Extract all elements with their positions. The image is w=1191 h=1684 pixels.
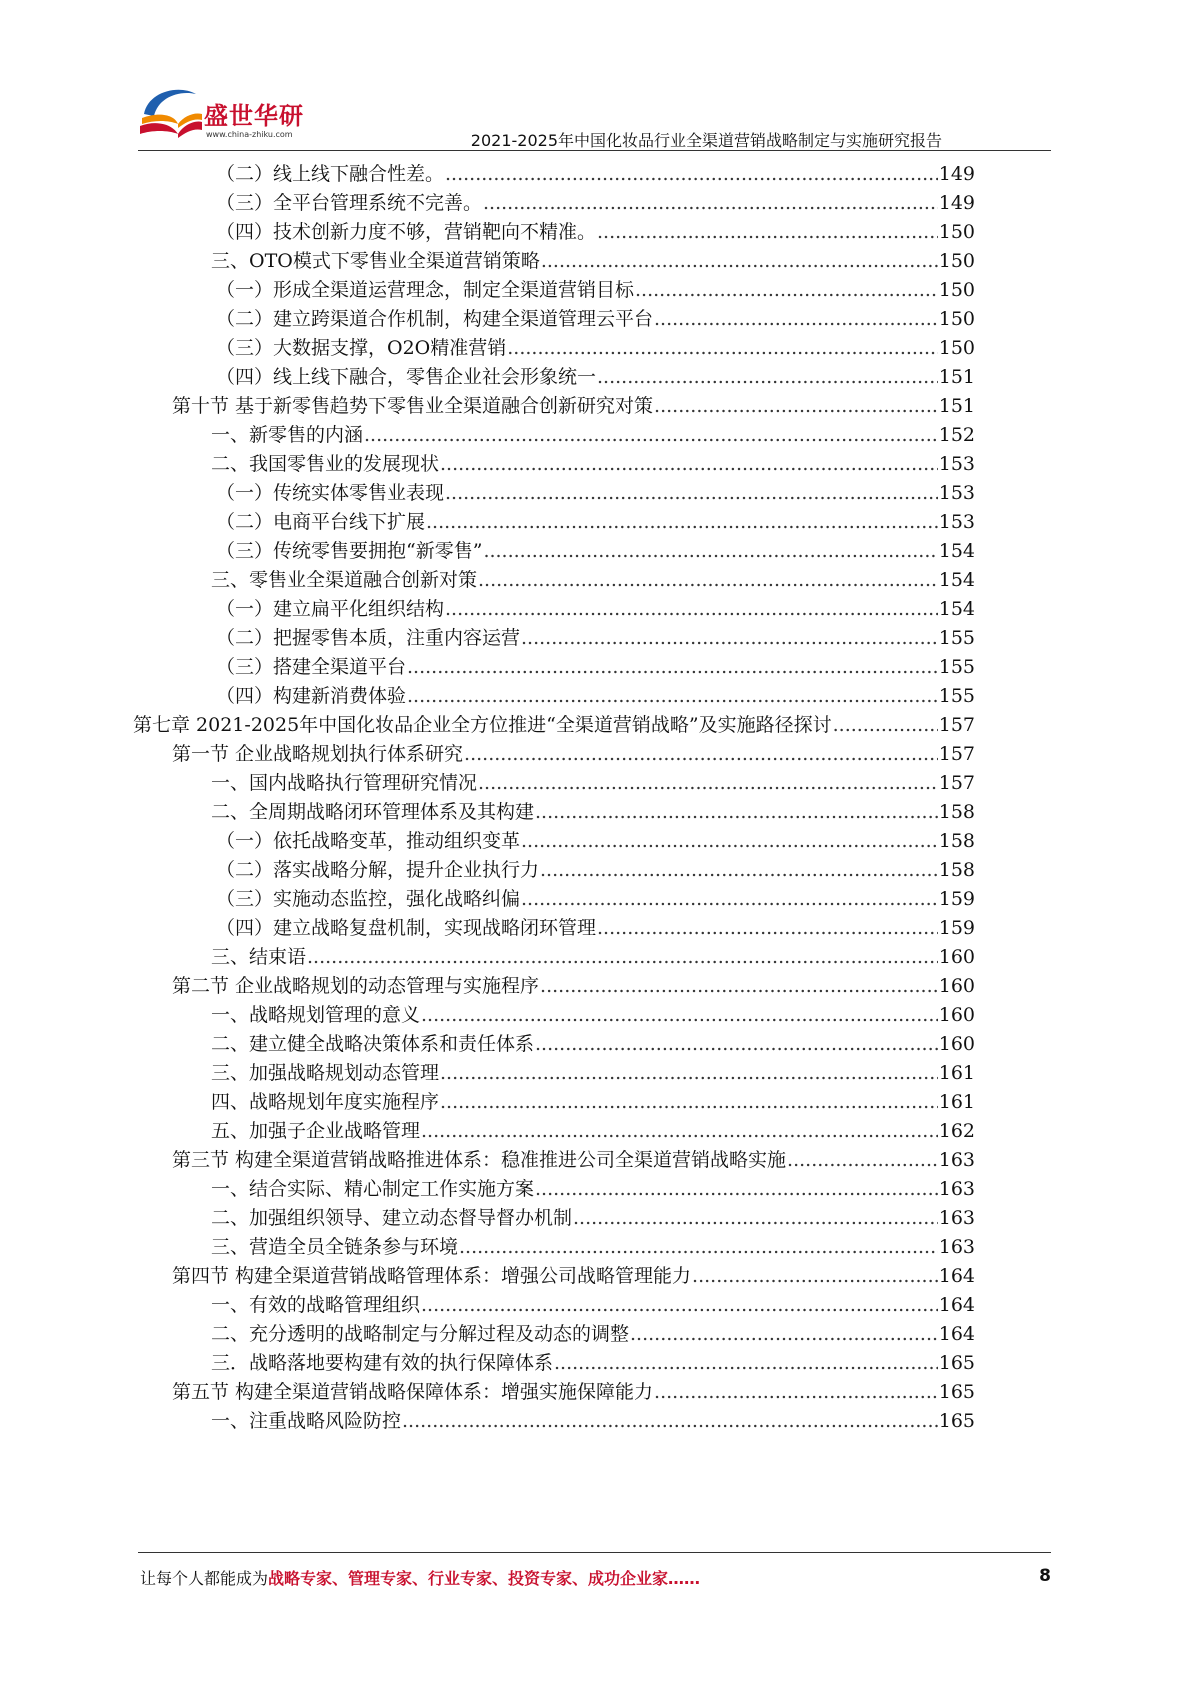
toc-leader-dots [535,1175,938,1203]
toc-leader-dots [597,218,938,246]
toc-entry[interactable] [216,885,975,913]
toc-leader-dots [445,479,938,507]
toc-entry-page: 164 [938,1294,975,1316]
toc-entry-label: （二）电商平台线下扩展 [216,511,426,533]
toc-entry-page: 155 [938,627,975,649]
toc-entry-label: （三）实施动态监控，强化战略纠偏 [216,888,521,910]
toc-entry-label: 一、注重战略风险防控 [211,1410,402,1432]
toc-entry-label: （四）建立战略复盘机制，实现战略闭环管理 [216,917,597,939]
toc-entry-page: 163 [938,1149,975,1171]
report-title: 2021-2025年中国化妆品行业全渠道营销战略制定与实施研究报告 [470,131,942,150]
toc-entry-label: 三、营造全员全链条参与环境 [211,1236,459,1258]
toc-entry-page: 160 [938,975,975,997]
toc-entry-page: 154 [938,598,975,620]
toc-entry[interactable] [211,943,975,971]
toc-leader-dots [426,508,938,536]
toc-entry[interactable] [211,1407,975,1435]
footer-slogan-emphasis: 战略专家、管理专家、行业专家、投资专家、成功企业家…… [268,1569,701,1588]
toc-entry-page: 153 [938,511,975,533]
toc-entry[interactable] [172,1262,975,1290]
toc-entry[interactable] [216,363,975,391]
toc-leader-dots [573,1204,938,1232]
toc-entry-page: 153 [938,453,975,475]
toc-leader-dots [440,1059,938,1087]
toc-entry-label: 一、有效的战略管理组织 [211,1294,421,1316]
toc-entry-label: （三）搭建全渠道平台 [216,656,407,678]
toc-entry-page: 163 [938,1236,975,1258]
toc-leader-dots [654,392,938,420]
toc-entry[interactable] [211,1001,975,1029]
toc-entry-page: 158 [938,859,975,881]
toc-entry-label: 一、结合实际、精心制定工作实施方案 [211,1178,535,1200]
toc-entry-page: 160 [938,1004,975,1026]
toc-leader-dots [459,1233,938,1261]
toc-leader-dots [478,566,938,594]
toc-leader-dots [597,914,938,942]
toc-leader-dots [507,334,937,362]
toc-entry-label: 五、加强子企业战略管理 [211,1120,421,1142]
logo-text: 盛世华研 [204,102,304,130]
toc-leader-dots [421,1117,938,1145]
toc-leader-dots [535,798,938,826]
toc-entry-page: 150 [938,250,975,272]
toc-entry-label: （一）形成全渠道运营理念，制定全渠道营销目标 [216,279,635,301]
toc-entry-label: 第三节 构建全渠道营销战略推进体系：稳准推进公司全渠道营销战略实施 [172,1149,787,1171]
toc-entry[interactable] [211,1059,975,1087]
toc-entry-label: 第五节 构建全渠道营销战略保障体系：增强实施保障能力 [172,1381,654,1403]
toc-entry-page: 153 [938,482,975,504]
toc-entry[interactable] [211,1291,975,1319]
toc-entry[interactable] [216,595,975,623]
toc-leader-dots [364,421,938,449]
toc-entry-page: 161 [938,1062,975,1084]
toc-entry[interactable] [172,972,975,1000]
toc-leader-dots [597,363,938,391]
logo-url: www.china-zhiku.com [206,130,293,139]
toc-entry-label: （四）构建新消费体验 [216,685,407,707]
toc-entry[interactable] [211,1204,975,1232]
toc-entry-label: （三）传统零售要拥抱“新零售” [216,540,483,562]
toc-entry[interactable] [211,247,975,275]
toc-leader-dots [521,885,938,913]
toc-entry-label: 四、战略规划年度实施程序 [211,1091,440,1113]
toc-entry-label: （二）落实战略分解，提升企业执行力 [216,859,540,881]
toc-entry-label: （四）线上线下融合，零售企业社会形象统一 [216,366,597,388]
toc-entry-page: 157 [938,714,975,736]
toc-leader-dots [521,624,938,652]
toc-entry-page: 159 [938,917,975,939]
toc-entry-page: 159 [938,888,975,910]
toc-entry[interactable] [216,537,975,565]
toc-entry[interactable] [216,479,975,507]
toc-entry-page: 163 [938,1207,975,1229]
toc-entry-page: 154 [938,540,975,562]
toc-entry-page: 149 [938,163,975,185]
toc-entry-page: 164 [938,1323,975,1345]
toc-entry[interactable] [172,1378,975,1406]
toc-entry[interactable] [172,392,975,420]
toc-entry-label: 二、我国零售业的发展现状 [211,453,440,475]
toc-entry[interactable] [216,624,975,652]
toc-entry-page: 165 [938,1410,975,1432]
toc-entry-label: 三、加强战略规划动态管理 [211,1062,440,1084]
toc-entry-page: 164 [938,1265,975,1287]
toc-entry[interactable] [211,769,975,797]
toc-leader-dots [554,1349,938,1377]
toc-leader-dots [464,740,938,768]
toc-leader-dots [635,276,938,304]
toc-entry-page: 165 [938,1352,975,1374]
toc-entry[interactable] [211,798,975,826]
toc-entry[interactable] [211,1117,975,1145]
toc-entry[interactable] [216,914,975,942]
toc-entry-label: 二、充分透明的战略制定与分解过程及动态的调整 [211,1323,630,1345]
company-logo [138,84,308,150]
toc-leader-dots [440,1088,938,1116]
toc-entry-page: 157 [938,772,975,794]
toc-leader-dots [440,450,938,478]
toc-leader-dots [445,595,938,623]
toc-leader-dots [692,1262,938,1290]
toc-entry-page: 151 [938,366,975,388]
toc-entry-page: 150 [938,221,975,243]
toc-leader-dots [540,856,938,884]
toc-entry-label: 二、全周期战略闭环管理体系及其构建 [211,801,535,823]
toc-entry-label: 二、加强组织领导、建立动态督导督办机制 [211,1207,573,1229]
toc-entry-label: 第十节 基于新零售趋势下零售业全渠道融合创新研究对策 [172,395,654,417]
toc-entry[interactable] [216,653,975,681]
toc-leader-dots [402,1407,938,1435]
toc-entry[interactable] [172,1146,975,1174]
toc-entry-page: 165 [938,1381,975,1403]
toc-entry[interactable] [216,334,975,362]
page-footer [140,1566,1051,1590]
toc-entry[interactable] [216,160,975,188]
toc-entry[interactable] [211,1320,975,1348]
toc-leader-dots [307,943,938,971]
toc-entry[interactable] [216,218,975,246]
toc-leader-dots [478,769,938,797]
toc-entry-page: 157 [938,743,975,765]
toc-entry[interactable] [211,1088,975,1116]
toc-entry[interactable] [211,566,975,594]
page-number: 8 [1039,1566,1051,1586]
toc-leader-dots [407,682,938,710]
toc-entry[interactable] [216,276,975,304]
book-swoosh-logo-icon [138,84,204,146]
toc-entry-page: 160 [938,946,975,968]
toc-entry-page: 162 [938,1120,975,1142]
toc-leader-dots [421,1001,938,1029]
toc-entry[interactable] [216,856,975,884]
toc-entry-label: （一）传统实体零售业表现 [216,482,445,504]
toc-entry-page: 154 [938,569,975,591]
toc-entry-label: （三）大数据支撑，O2O精准营销 [216,337,507,359]
toc-entry-page: 152 [938,424,975,446]
toc-entry-label: （四）技术创新力度不够，营销靶向不精准。 [216,221,597,243]
toc-entry-page: 158 [938,801,975,823]
toc-entry-page: 161 [938,1091,975,1113]
toc-entry-page: 150 [938,279,975,301]
toc-entry-label: （二）线上线下融合性差。 [216,163,445,185]
toc-entry-page: 149 [938,192,975,214]
toc-leader-dots [421,1291,938,1319]
toc-entry-label: 第七章 2021-2025年中国化妆品企业全方位推进“全渠道营销战略”及实施路径探讨 [133,714,832,736]
toc-entry-label: 三．战略落地要构建有效的执行保障体系 [211,1352,554,1374]
header-divider [138,150,1051,151]
toc-leader-dots [630,1320,938,1348]
toc-entry[interactable] [216,189,975,217]
toc-leader-dots [833,711,938,739]
toc-entry-page: 155 [938,685,975,707]
toc-leader-dots [787,1146,938,1174]
toc-entry[interactable] [133,711,975,739]
toc-entry-label: （二）把握零售本质，注重内容运营 [216,627,521,649]
toc-entry[interactable] [211,1175,975,1203]
toc-entry-page: 163 [938,1178,975,1200]
toc-entry-label: 三、结束语 [211,946,307,968]
toc-entry-label: （三）全平台管理系统不完善。 [216,192,483,214]
toc-entry-label: 一、国内战略执行管理研究情况 [211,772,478,794]
toc-leader-dots [445,160,938,188]
toc-entry[interactable] [211,421,975,449]
footer-slogan-prefix: 让每个人都能成为 [140,1569,269,1588]
toc-entry-page: 155 [938,656,975,678]
toc-entry-label: 一、新零售的内涵 [211,424,364,446]
toc-leader-dots [541,247,938,275]
toc-entry-label: 第四节 构建全渠道营销战略管理体系：增强公司战略管理能力 [172,1265,692,1287]
toc-entry-label: 三、OTO模式下零售业全渠道营销策略 [211,250,540,272]
toc-entry-label: 三、零售业全渠道融合创新对策 [211,569,478,591]
toc-entry[interactable] [211,1030,975,1058]
toc-entry[interactable] [211,1233,975,1261]
toc-leader-dots [483,537,937,565]
toc-leader-dots [535,1030,938,1058]
toc-leader-dots [654,1378,938,1406]
toc-leader-dots [407,653,938,681]
toc-entry-label: 第一节 企业战略规划执行体系研究 [172,743,464,765]
toc-entry-label: （二）建立跨渠道合作机制，构建全渠道管理云平台 [216,308,654,330]
toc-entry[interactable] [216,682,975,710]
toc-entry-page: 158 [938,830,975,852]
toc-entry-label: 二、建立健全战略决策体系和责任体系 [211,1033,535,1055]
toc-entry-label: （一）依托战略变革，推动组织变革 [216,830,521,852]
page-header [0,0,1191,150]
toc-leader-dots [521,827,938,855]
toc-entry[interactable] [216,508,975,536]
footer-divider [138,1552,1051,1553]
toc-entry-page: 150 [938,308,975,330]
toc-leader-dots [483,189,938,217]
toc-leader-dots [654,305,938,333]
toc-entry[interactable] [216,305,975,333]
toc-entry-page: 151 [938,395,975,417]
toc-leader-dots [540,972,938,1000]
toc-entry-label: 一、战略规划管理的意义 [211,1004,421,1026]
toc-entry-page: 150 [938,337,975,359]
toc-entry[interactable] [211,1349,975,1377]
toc-entry[interactable] [172,740,975,768]
toc-entry[interactable] [211,450,975,478]
toc-entry[interactable] [216,827,975,855]
toc-entry-page: 160 [938,1033,975,1055]
toc-entry-label: （一）建立扁平化组织结构 [216,598,445,620]
toc-entry-label: 第二节 企业战略规划的动态管理与实施程序 [172,975,540,997]
